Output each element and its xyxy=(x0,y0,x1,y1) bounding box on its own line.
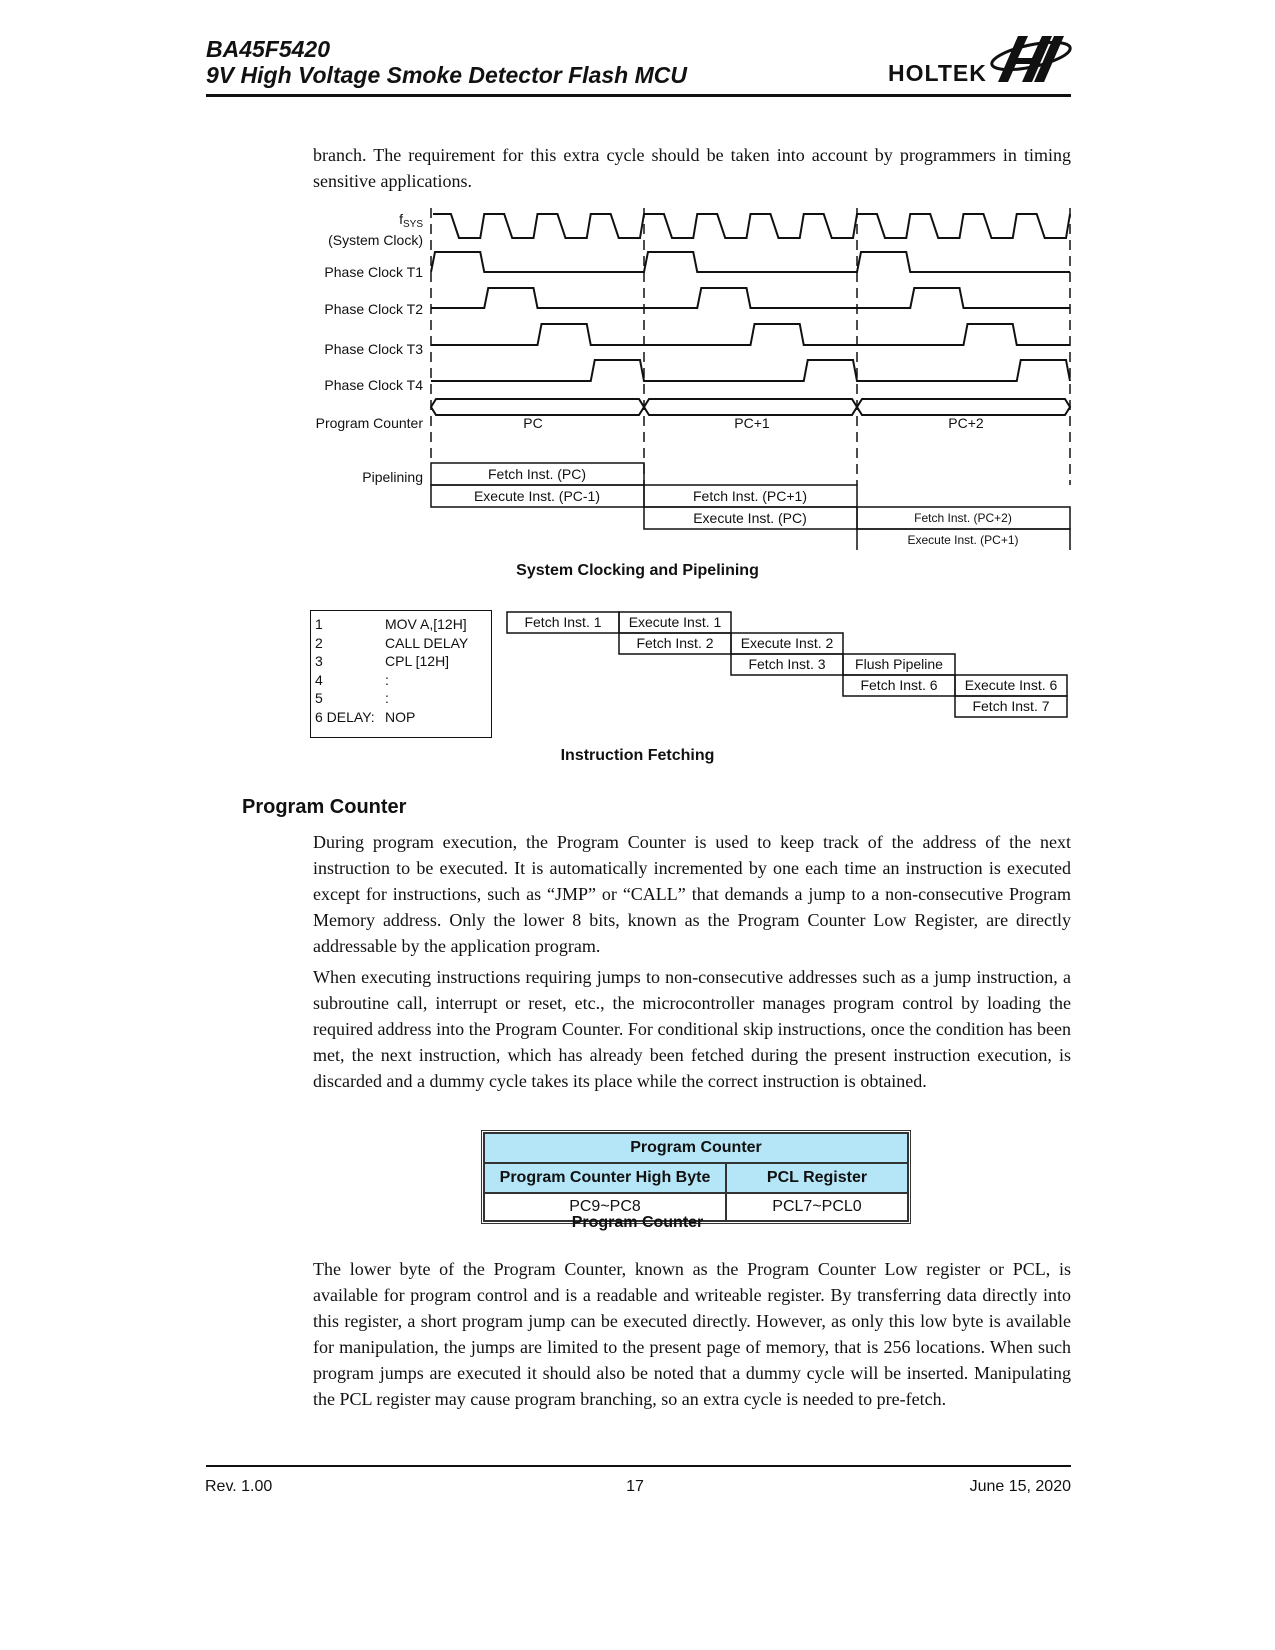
pc-label: Program Counter xyxy=(315,415,423,431)
pc-table-col2-value: PCL7~PCL0 xyxy=(726,1193,908,1221)
listing-line-3: 3 CPL [12H] xyxy=(315,653,450,669)
holtek-logo-icon xyxy=(988,28,1074,86)
fetch3-text: Fetch Inst. 3 xyxy=(748,656,826,672)
section-title: Program Counter xyxy=(242,796,407,818)
paragraph-1: During program execution, the Program Counter is used to keep track of the address of the next instruction to be executed. It is automatically incremented by one each time an instruction is executed except for instructions, such as “JMP” or “CALL” that demands a jump to a non-consecutive Program Memory address. Only the lower 8 bits, known as the Program Counter Low Register, are directly addressable by the application program. xyxy=(313,832,1071,956)
paragraph-2: When executing instructions requiring jumps to non-consecutive addresses such as a jump instruction, a subroutine call, interrupt or reset, etc., the microcontroller manages program control by loading the required address into the Program Counter. For conditional skip instructions, once the condition has been met, the next instruction, which has already been fetched during the present instruction execution, is discarded and a dummy cycle takes its place while the correct instruction is obtained. xyxy=(313,967,1071,1091)
fetch2-text: Fetch Inst. 2 xyxy=(636,635,714,651)
t4-label: Phase Clock T4 xyxy=(324,377,423,393)
instruction-fetching-diagram xyxy=(0,600,1275,720)
pipe-fetch-pc-plus-2: Fetch Inst. (PC+2) xyxy=(914,511,1012,525)
holtek-logo-text: HOLTEK xyxy=(888,60,987,86)
fetch6-text: Fetch Inst. 6 xyxy=(860,677,938,693)
footer-revision: Rev. 1.00 xyxy=(205,1478,273,1495)
pipelining-label: Pipelining xyxy=(362,469,423,485)
phase-clock-t2-wave xyxy=(431,288,1070,308)
program-counter-table xyxy=(481,1130,911,1224)
pc-bus-segment-1 xyxy=(644,399,857,415)
footer-page-number: 17 xyxy=(626,1478,644,1495)
part-number: BA45F5420 xyxy=(206,36,331,62)
pipe-exec-pc-minus-1: Execute Inst. (PC-1) xyxy=(473,488,601,504)
system-clock-wave xyxy=(433,214,1070,238)
pipe-fetch-pc-plus-1: Fetch Inst. (PC+1) xyxy=(693,488,807,504)
paragraph-3: The lower byte of the Program Counter, known as the Program Counter Low register or PCL, is available for program control and is a readable and writeable register. By transferring data directly into this register, a short program jump can be executed directly. However, as only this low byte is available for manipulation, the jumps are limited to the present page of memory, that is 256 locations. When such program jumps are executed it should also be noted that a dummy cycle will be inserted. Manipulating the PCL register may cause program branching, so an extra cycle is needed to pre-fetch. xyxy=(313,1259,1071,1409)
timing-diagram xyxy=(0,200,1275,550)
listing-line-1: 1 MOV A,[12H] xyxy=(315,616,467,632)
fetch1-text: Fetch Inst. 1 xyxy=(524,614,602,630)
instruction-fetching-caption: Instruction Fetching xyxy=(560,747,715,764)
exec2-text: Execute Inst. 2 xyxy=(740,635,834,651)
phase-clock-t4-wave xyxy=(431,360,1070,381)
pipe-exec-pc: Execute Inst. (PC) xyxy=(693,510,807,526)
exec6-text: Execute Inst. 6 xyxy=(964,677,1058,693)
pipe-fetch-pc: Fetch Inst. (PC) xyxy=(487,466,587,482)
header-rule xyxy=(206,94,1071,97)
pc-table-col2-header: PCL Register xyxy=(726,1163,908,1193)
listing-line-2: 2 CALL DELAY xyxy=(315,634,469,651)
pc-value-2: PC+2 xyxy=(948,415,984,431)
fsys-desc-label: (System Clock) xyxy=(328,232,423,248)
pc-table-caption: Program Counter xyxy=(571,1214,704,1231)
t2-label: Phase Clock T2 xyxy=(324,301,423,317)
t1-label: Phase Clock T1 xyxy=(324,264,423,280)
phase-clock-t3-wave xyxy=(431,324,1070,345)
fsys-label: $f_{SYS}$ xyxy=(399,211,423,230)
timing-diagram-caption: System Clocking and Pipelining xyxy=(516,562,759,579)
phase-clock-t1-wave xyxy=(431,252,1070,272)
flush-text: Flush Pipeline xyxy=(855,656,943,672)
listing-line-4: 4 : xyxy=(315,671,389,688)
pc-table-col1-value: PC9~PC8 xyxy=(484,1193,726,1221)
pc-table-title: Program Counter xyxy=(484,1133,908,1163)
t3-label: Phase Clock T3 xyxy=(324,341,423,357)
pc-bus-segment-0 xyxy=(431,399,644,415)
footer-rule xyxy=(206,1465,1071,1467)
listing-line-6: 6 DELAY: NOP xyxy=(315,708,416,725)
fetch7-text: Fetch Inst. 7 xyxy=(972,698,1050,714)
intro-paragraph: branch. The requirement for this extra cycle should be taken into account by programmers in timing sensitive applications. xyxy=(313,145,1071,191)
exec1-text: Execute Inst. 1 xyxy=(628,614,722,630)
footer-date: June 15, 2020 xyxy=(969,1478,1071,1495)
listing-line-5: 5 : xyxy=(315,690,389,706)
pc-value-0: PC xyxy=(523,415,543,431)
pc-value-1: PC+1 xyxy=(734,415,770,431)
pc-bus-segment-2 xyxy=(857,399,1070,415)
product-title: 9V High Voltage Smoke Detector Flash MCU xyxy=(206,62,687,88)
pc-table-col1-header: Program Counter High Byte xyxy=(484,1163,726,1193)
pipe-exec-pc-plus-1: Execute Inst. (PC+1) xyxy=(907,533,1019,547)
